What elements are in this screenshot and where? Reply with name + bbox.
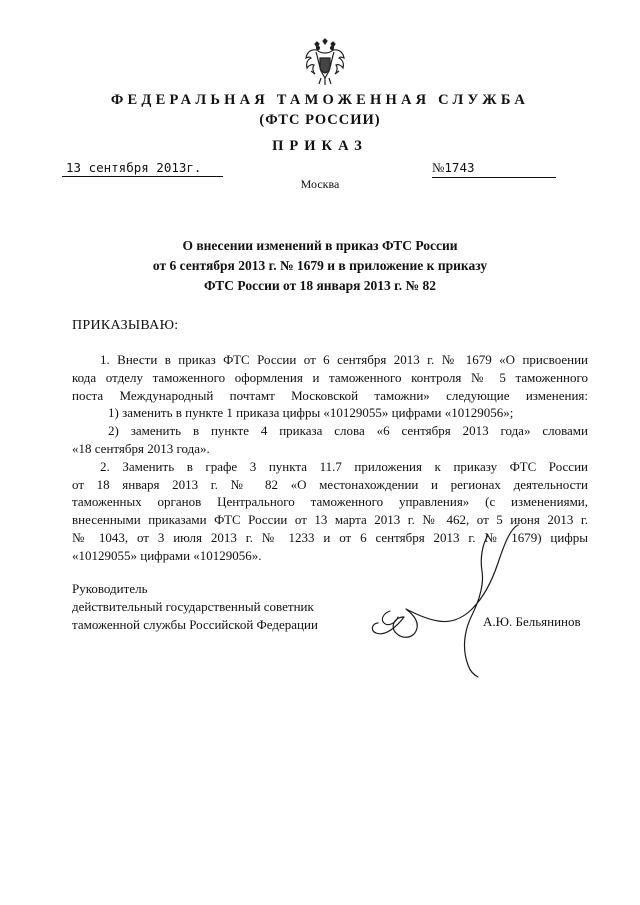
body-line: «18 сентября 2013 года». xyxy=(72,440,210,456)
title-line: ФТС России от 18 января 2013 г. № 82 xyxy=(204,278,436,293)
document-body xyxy=(72,351,588,565)
agency-short-name: (ФТС РОССИИ) xyxy=(259,112,381,128)
document-date: 13 сентября 2013г. xyxy=(62,160,223,177)
body-line: от 18 января 2013 г. № 82 «О местонахождении и регионах деятельности xyxy=(72,476,588,492)
body-line: № 1043, от 3 июля 2013 г. № 1233 и от 6 сентября 2013 г. № 1679) цифры xyxy=(72,529,588,545)
body-line: таможенных органов Центрального таможенного управления» (с изменениями, xyxy=(72,494,588,510)
order-word: ПРИКАЗЫВАЮ: xyxy=(72,318,179,333)
title-line: от 6 сентября 2013 г. № 1679 и в приложение к приказу xyxy=(152,258,488,273)
signer-line: Руководитель xyxy=(72,581,148,596)
body-line: внесенными приказами ФТС России от 13 марта 2013 г. № 462, от 5 июня 2013 г. xyxy=(72,512,588,528)
agency-name: ФЕДЕРАЛЬНАЯ ТАМОЖЕННАЯ СЛУЖБА xyxy=(110,92,530,108)
russian-double-headed-eagle-icon xyxy=(303,38,347,86)
signer-line: действительный государственный советник xyxy=(72,599,314,614)
document-city: Москва xyxy=(300,177,340,191)
document-type: ПРИКАЗ xyxy=(272,138,368,154)
document-title xyxy=(80,236,560,296)
body-line: «10129055» цифрами «10129056». xyxy=(72,547,262,563)
body-line: 2) заменить в пункте 4 приказа слова «6 сентября 2013 года» словами xyxy=(108,423,588,439)
body-line: 1) заменить в пункте 1 приказа цифры «10129055» цифрами «10129056»; xyxy=(108,405,514,421)
number-sign: № xyxy=(432,160,445,175)
signer-position xyxy=(72,580,318,634)
title-line: О внесении изменений в приказ ФТС России xyxy=(182,238,458,253)
signer-line: таможенной службы Российской Федерации xyxy=(72,617,318,632)
body-line: кода отделу таможенного оформления и таможенного контроля № 5 таможенного xyxy=(72,369,588,385)
body-line: 2. Заменить в графе 3 пункта 11.7 приложения к приказу ФТС России xyxy=(100,458,588,474)
body-line: 1. Внести в приказ ФТС России от 6 сентября 2013 г. № 1679 «О присвоении xyxy=(100,352,588,367)
body-line: поста Международный почтамт Московской таможни» следующие изменения: xyxy=(72,387,588,403)
number-value: 1743 xyxy=(444,160,475,175)
signer-name: А.Ю. Бельянинов xyxy=(483,614,581,629)
document-number xyxy=(432,160,556,178)
